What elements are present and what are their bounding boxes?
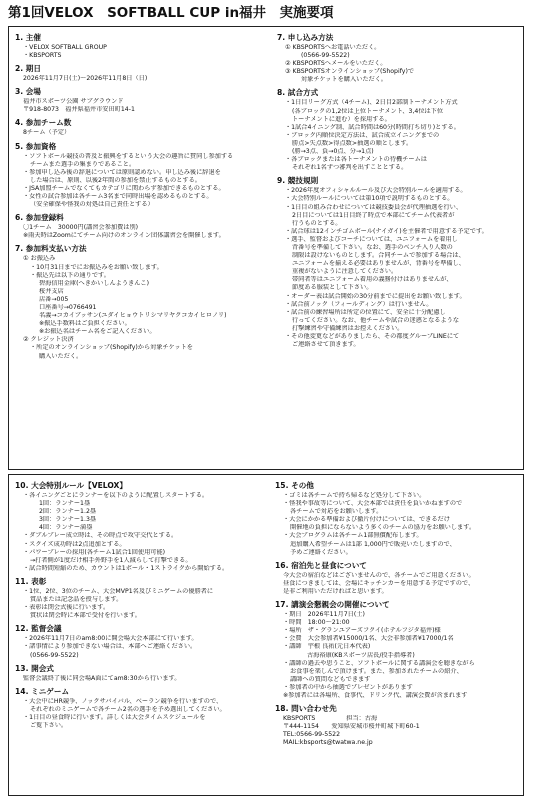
section-line: 福井市スポーツ公園 サブグラウンド — [23, 98, 124, 106]
section-line: した場合は、原則、以後2年間の参加を禁止するものとする。 — [30, 176, 201, 184]
section-line: ・講師の過去や思うこと、ソフトボールに関する講演会を聴きながら — [283, 659, 475, 667]
top-left-column — [15, 33, 265, 365]
section-line: (各ブロックの1,2位は上位トーナメント、3,4位は下位 — [292, 107, 444, 115]
section-line: ・オーダー表は試合開始の30分前までに提出をお願い致します。 — [285, 292, 466, 300]
section-line: ・場所 ザ・グランユアーズフクイ(ホテルフジタ福井)様 — [283, 627, 441, 635]
section-line: ・試合前ノック（フィールディング）は行いません。 — [285, 300, 433, 308]
section-line: 帯同者等はユニフォーム着用の義務付けはありませんが、 — [292, 276, 453, 284]
section-line: ・ダブルプレー成立時は、その時点で攻守交代とする。 — [23, 532, 178, 540]
section-line: 2回：ランナー1.2塁 — [39, 508, 97, 516]
section-line: ・参加者の中から抽選でプレゼントがあります — [283, 683, 413, 691]
section-heading: 15. その他 — [275, 481, 314, 490]
section — [15, 687, 265, 730]
bottom-left-column — [15, 481, 265, 734]
section-heading: 18. 問い合わせ先 — [275, 704, 337, 714]
section-line: 1回：ランナー1塁 — [39, 500, 91, 508]
section-line: ・2026年度オフィシャルルール及び大会特別ルールを適用する。 — [285, 187, 467, 195]
section-line: ご覧下さい。 — [30, 721, 68, 729]
section — [15, 577, 265, 620]
section-line: （安全確保や怪我の対処は自己責任とする） — [30, 201, 154, 209]
section-line: →打者側が1度だけ相手外野手を1人減らして打撃できる。 — [30, 556, 192, 564]
section-line: 2026年11月7日(土)〜2026年11月8日（日) — [23, 75, 148, 83]
section-line: 各チームで対応をお願いします。 — [290, 508, 383, 516]
section-heading: 7. 申し込み方法 — [277, 33, 334, 42]
section-line: ご連絡させて頂きます。 — [292, 341, 360, 349]
section-heading: 11. 表彰 — [15, 576, 47, 586]
section-line: ※雨天時はZoomにてチーム向けのオンライン団体講習会を開催します。 — [23, 232, 225, 240]
section-line: ・10月31日までにお振込みをお願い致します。 — [30, 263, 163, 271]
section-line: ・パワープレーの採用(各チーム1試合1回使用可能) — [23, 548, 166, 556]
section-line: (0566-99-5522) — [301, 52, 350, 60]
section-heading: 9. 競技規則 — [277, 176, 319, 186]
section-heading: 8. 試合方式 — [277, 88, 319, 98]
section-line: ※振込手数料はご負担ください。 — [39, 320, 131, 328]
section-line: ※お振込名はチーム名をご記入ください。 — [39, 328, 156, 336]
section-line: ・JSA加盟チームでなくてもカテゴリに関わらず参加できるものとする。 — [23, 184, 225, 192]
section-heading: 10. 大会特別ルール【VELOX】 — [15, 481, 127, 490]
section — [15, 481, 265, 573]
section-line: 賞状は閉会時に本部で受付を行います。 — [30, 612, 141, 620]
section-line: TEL:0566-99-5522 — [283, 731, 341, 739]
section-line: 碧海信用金庫(へきかいしんようきんこ) — [39, 279, 150, 287]
section-line: 〒918-8073 福井県福井市安田町14-1 — [23, 106, 135, 114]
top-right-column — [277, 33, 519, 353]
section-line: ・VELOX SOFTBALL GROUP — [23, 44, 107, 51]
section — [15, 624, 265, 659]
section-line: 追加購入希望チームは1部 1,000円で販売いたしますので、 — [290, 540, 456, 548]
section-line: 4回：ランナー満塁 — [39, 524, 93, 532]
section-line: ・参加申し込み後の辞退については原則認めない。申し込み後に辞退を — [23, 168, 221, 176]
section-line: ・ゴミは各チームで持ち帰るなど処分して下さい。 — [283, 492, 426, 499]
section-line: チームまた選手の集まりであること。 — [30, 160, 136, 168]
section-line: 背番号を準備して下さい。なお、選手のベンチ入り人数の — [292, 243, 453, 251]
section-line: ・講師 宇根 良祐(元日本代表) — [283, 643, 371, 651]
section-line: ・大会プログラムは各チーム1部無償配布します。 — [283, 532, 423, 540]
section-line: ※参加者には各場所、食事代、ドリンク代、講演会費が含まれます — [283, 691, 468, 699]
section — [277, 88, 519, 172]
section-line: ・2026年11月7日のam8:00に開会場大会本部にて行います。 — [23, 635, 198, 643]
section-line: 桜井支店 — [39, 287, 64, 295]
section-line: 予めご連絡ください。 — [290, 548, 352, 556]
section-line: 口座番号→0766491 — [39, 303, 97, 311]
section-line: ・怪我や事故等について、大会本部では責任を負いかねますので — [283, 500, 463, 508]
section — [275, 561, 519, 596]
section-line: ・1日目リーグ方式（4チーム)、2日目2部制トーナメント方式 — [285, 99, 458, 107]
section-line: ・時間 18:00〜21:00 — [283, 619, 350, 627]
section-heading: 1. 主催 — [15, 33, 41, 42]
section-line: ③ KBSPORTSオンラインショップ(Shopify)で — [285, 68, 415, 76]
section-line: ・その他変更などがありましたら、その都度グループLINEにて — [285, 333, 460, 340]
bottom-right-column — [275, 481, 519, 751]
section — [15, 118, 265, 137]
section — [15, 33, 265, 60]
section-line: ・試合前の練習場所は所定の位置にて、安全に十分配慮し — [285, 308, 446, 316]
section-line: 打撃練習や守備練習はお控えください。 — [292, 324, 404, 332]
section-line: (0566-99-5522) — [30, 651, 79, 659]
section — [275, 704, 519, 747]
section-line: 8チーム（予定） — [23, 129, 71, 137]
section-line: ・試合時間短縮のため、カウントは1ボール・1ストライクから開始する。 — [23, 564, 229, 572]
section — [15, 142, 265, 210]
section-line: ① お振込み — [23, 255, 56, 263]
section — [15, 64, 265, 83]
section-line: 2日目については1日目終了時点で本部にてチーム代表者が — [292, 211, 455, 219]
section-heading: 4. 参加チーム数 — [15, 118, 72, 128]
section-heading: 14. ミニゲーム — [15, 686, 70, 696]
section-line: お食事を楽しんで頂けます。また、参加されたチームの紹介、 — [290, 667, 463, 675]
section-line: ・各ブロックまたは各トーナメントの待機チームは — [285, 156, 427, 164]
section-line: 是非ご利用いただければと思います。 — [283, 587, 388, 595]
section-line: ・大会中にHR競争、ノックサバイバル、ベーラン競争を行いますので、 — [23, 697, 223, 705]
section-line: 監督会議終了後に同会場A面にてam8:30から行います。 — [23, 674, 181, 682]
section-line: 名義→コカイブッサン(ユダイヒョウトリシマリヤクコカイヒロノリ) — [39, 312, 227, 320]
section-line: トーナメントに進む）を採用する。 — [292, 115, 391, 123]
section-line: ・大会特別ルールについては第10項で説明するものとする。 — [285, 195, 454, 203]
section-heading: 12. 監督会議 — [15, 624, 62, 634]
section-line: 開催地の負担にならないよう多くのチームの協力をお願いします。 — [290, 524, 476, 532]
section-line: それぞれのミニゲームで各チーム2名の選手を予め選出してください。 — [30, 705, 226, 713]
section-line: 〇1チーム 30000円(講習会参加費は別) — [23, 224, 139, 232]
section-line: ・ブロック内順位決定方法は、試合成立イニングまでの — [285, 131, 440, 139]
section-line: ・所定のオンラインショップ(Shopify)から対象チケットを — [30, 344, 193, 352]
section-line: ・表彰は閉会式後に行います。 — [23, 604, 110, 612]
section-line: ・会費 大会参加者¥15000/1名、大会非参加者¥17000/1名 — [283, 635, 454, 643]
section-line: 行ってください。なお、他チームや試合の迷惑となるような — [292, 316, 460, 324]
section-line: ① KBSPORTSへお電話いただく。 — [285, 44, 381, 51]
section-line: 節度ある服装として下さい。 — [292, 284, 373, 292]
top-panel — [8, 26, 524, 470]
section-line: ・1日目の組み合わせについては競技委員会が代理抽選を行い、 — [285, 203, 463, 211]
bottom-panel — [8, 474, 524, 796]
section-line: 購入いただく。 — [39, 352, 83, 360]
section — [15, 244, 265, 360]
section-line: MAIL:kbsports@twatwa.ne.jp — [283, 739, 373, 747]
section-line: ユニフォームを揃える必要はありませんが、背番号を準備し、 — [292, 260, 465, 268]
section-line: ・振込先は以下の通りです。 — [30, 271, 110, 279]
section — [277, 33, 519, 84]
section-line: 制限は設けないものとします。合同チームで参加する場合は、 — [292, 252, 465, 260]
section-line: それぞれ1名ずつ審判を出すこととする。 — [292, 164, 408, 172]
section-line: 今大会の宿泊などはございませんので、各チームでご用意ください。 — [283, 571, 475, 579]
section-heading: 16. 宿泊先と昼食について — [275, 560, 367, 570]
section-line: ・期日 2026年11月7日(土) — [283, 611, 365, 619]
section — [275, 481, 519, 557]
section — [15, 213, 265, 240]
section-heading: 2. 期日 — [15, 64, 41, 74]
section-heading: 3. 会場 — [15, 87, 41, 97]
section-line: 重複がないように注意してください。 — [292, 268, 398, 276]
section-line: ・諸事情により参加できない場合は、本部へご連絡ください。 — [23, 643, 197, 651]
document-title: 第1回VELOX SOFTBALL CUP in福井 実施要項 — [8, 5, 334, 21]
section-line: (勝→3点、負→0点、分→1点) — [292, 148, 374, 156]
section-heading: 17. 講演会懇親会の開催について — [275, 600, 390, 610]
section-line: ・1試合4イニング制、試合時間は60分(時間打ち切り)とする。 — [285, 123, 460, 131]
section-line: KBSPORTS 担当：古海 — [283, 715, 378, 723]
section — [277, 176, 519, 349]
section-line: 対象チケットを購入いただく。 — [301, 76, 387, 84]
section-line: ・試合球は12インチゴムボール(ナイガイ)を主催者で用意する予定です。 — [285, 227, 488, 235]
section-heading: 5. 参加資格 — [15, 141, 57, 151]
section-line: ・1位、2位、3位のチーム、大会MVP1名及びミニゲームの優勝者に — [23, 587, 214, 595]
section-line: 〒444-1154 愛知県安城市桜井町城下町60-1 — [283, 723, 420, 731]
section-line: ・1日目の昼食時に行います。詳しくは大会タイムスケジュールを — [23, 713, 206, 721]
section-line: 古海裕康(KBスポーツ店長/投手指導者) — [307, 651, 415, 659]
section-line: 3回：ランナー1.3塁 — [39, 516, 97, 524]
section — [15, 87, 265, 114]
section-line: 昼食につきましては、会場にキッチンカーを用意する予定ですので、 — [283, 579, 475, 587]
section-line: 賞品または記念品を授与します。 — [30, 596, 123, 604]
section — [275, 600, 519, 700]
section-line: ② KBSPORTSへメールをいただく。 — [285, 60, 387, 68]
section-heading: 6. 参加登録料 — [15, 213, 64, 223]
section-heading: 13. 開会式 — [15, 663, 54, 673]
section-line: 講師への質問などもできます — [290, 675, 371, 683]
section-line: ・ソフトボール競技の普及と振興をするという大会の趣旨に賛同し参加する — [23, 152, 234, 160]
section-line: 行うものとする。 — [292, 219, 342, 227]
section — [15, 664, 265, 683]
section-line: 勝点>失点数>得点数>抽選の順とします。 — [292, 139, 413, 147]
section-heading: 7. 参加料支払い方法 — [15, 244, 87, 254]
section-line: ・スクイズ成功時は2点追加とする。 — [23, 540, 126, 548]
section-line: ・大会にかかる準備および撤片付けについては、できるだけ — [283, 516, 450, 524]
section-line: ・KBSPORTS — [23, 52, 62, 60]
section-line: ・各イニングごとにランナーを以下のように配置しスタートする。 — [23, 492, 209, 499]
section-line: 店番→005 — [39, 295, 69, 303]
section-line: ・選手、監督およびコーチについては、ユニフォームを着用し — [285, 235, 458, 243]
section-line: ② クレジット決済 — [23, 336, 74, 344]
section-line: ・女性の試合参加は各チーム3名まで同時出場を認めるものとする。 — [23, 193, 213, 201]
